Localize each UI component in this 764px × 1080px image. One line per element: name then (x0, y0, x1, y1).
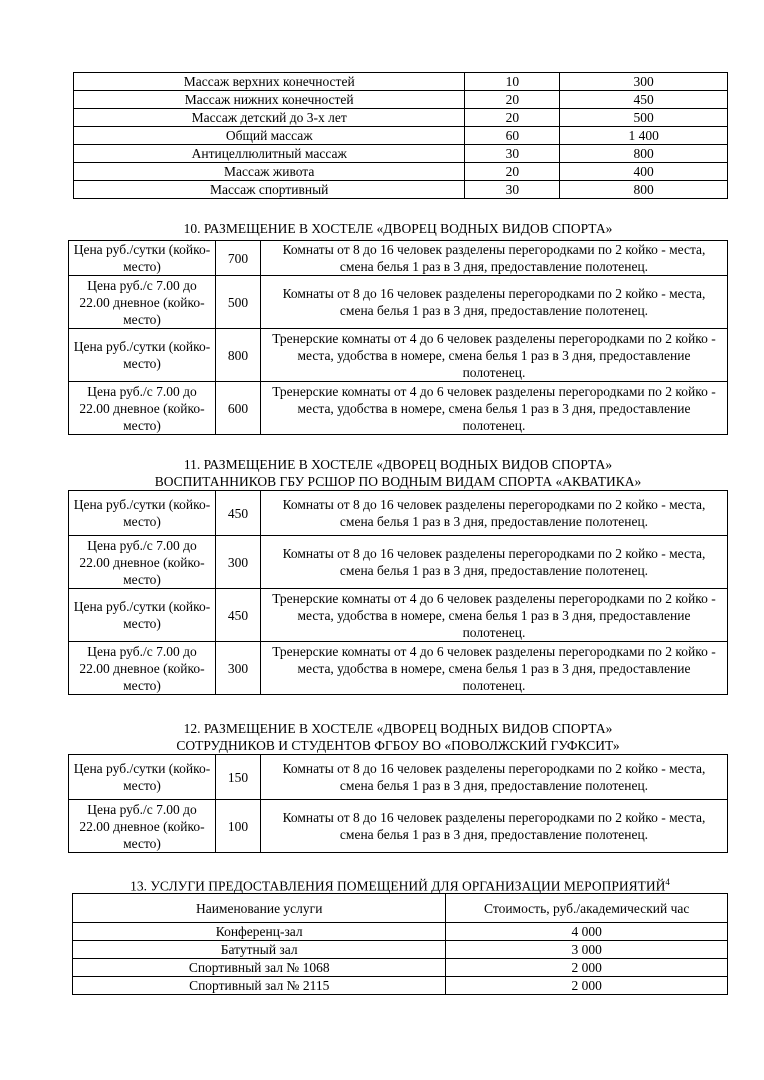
service-name: Массаж нижних конечностей (74, 91, 465, 109)
section-12-title-line2: СОТРУДНИКОВ И СТУДЕНТОВ ФГБОУ ВО «ПОВОЛЖСКИЙ ГУФКСИТ» (176, 738, 620, 753)
table-row (69, 276, 728, 329)
table-row (74, 163, 728, 181)
service-name: Массаж детский до 3-х лет (74, 109, 465, 127)
price-type: Цена руб./с 7.00 до 22.00 дневное (койко-место) (69, 276, 216, 329)
service-name: Массаж живота (74, 163, 465, 181)
duration: 20 (465, 91, 560, 109)
table-row (69, 755, 728, 800)
table-row (74, 181, 728, 199)
column-header-cost: Стоимость, руб./академический час (446, 894, 728, 923)
cost: 3 000 (446, 941, 728, 959)
price-type: Цена руб./с 7.00 до 22.00 дневное (койко-место) (69, 536, 216, 589)
table-row (69, 589, 728, 642)
section-12-title (68, 720, 728, 754)
service-name: Спортивный зал № 1068 (73, 959, 446, 977)
price-type: Цена руб./с 7.00 до 22.00 дневное (койко-место) (69, 642, 216, 695)
cost: 2 000 (446, 959, 728, 977)
table-row (73, 923, 728, 941)
price: 450 (216, 589, 261, 642)
description: Тренерские комнаты от 4 до 6 человек разделены перегородками по 2 койко - места, удобства в номере, смена белья 1 раз в 3 дня, предоставление полотенец. (261, 329, 728, 382)
description: Комнаты от 8 до 16 человек разделены перегородками по 2 койко - места, смена белья 1 раз в 3 дня, предоставление полотенец. (261, 755, 728, 800)
description: Тренерские комнаты от 4 до 6 человек разделены перегородками по 2 койко - места, удобства в номере, смена белья 1 раз в 3 дня, предоставление полотенец. (261, 382, 728, 435)
table-row (69, 241, 728, 276)
section-10-title: 10. РАЗМЕЩЕНИЕ В ХОСТЕЛЕ «ДВОРЕЦ ВОДНЫХ ВИДОВ СПОРТА» (183, 221, 613, 236)
price: 800 (560, 181, 728, 199)
description: Тренерские комнаты от 4 до 6 человек разделены перегородками по 2 койко - места, удобства в номере, смена белья 1 раз в 3 дня, предоставление полотенец. (261, 642, 728, 695)
price: 450 (560, 91, 728, 109)
price: 450 (216, 491, 261, 536)
table-row (69, 800, 728, 853)
service-name: Общий массаж (74, 127, 465, 145)
price: 500 (216, 276, 261, 329)
price: 400 (560, 163, 728, 181)
duration: 30 (465, 145, 560, 163)
service-name: Конференц-зал (73, 923, 446, 941)
table-row (69, 382, 728, 435)
price: 300 (560, 73, 728, 91)
section-13-title-text: 13. УСЛУГИ ПРЕДОСТАВЛЕНИЯ ПОМЕЩЕНИЙ ДЛЯ ОРГАНИЗАЦИИ МЕРОПРИЯТИЙ (130, 878, 666, 894)
table-row (69, 491, 728, 536)
price-type: Цена руб./сутки (койко-место) (69, 329, 216, 382)
duration: 10 (465, 73, 560, 91)
duration: 60 (465, 127, 560, 145)
section-11-title-line2: ВОСПИТАННИКОВ ГБУ РСШОР ПО ВОДНЫМ ВИДАМ СПОРТА «АКВАТИКА» (154, 474, 642, 489)
price: 100 (216, 800, 261, 853)
table-row (69, 642, 728, 695)
description: Комнаты от 8 до 16 человек разделены перегородками по 2 койко - места, смена белья 1 раз в 3 дня, предоставление полотенец. (261, 491, 728, 536)
service-name: Массаж верхних конечностей (74, 73, 465, 91)
column-header-service: Наименование услуги (73, 894, 446, 923)
price-type: Цена руб./сутки (койко-место) (69, 241, 216, 276)
section-11-title (68, 456, 728, 490)
footnote-marker: 4 (665, 877, 670, 887)
price: 800 (216, 329, 261, 382)
cost: 4 000 (446, 923, 728, 941)
description: Комнаты от 8 до 16 человек разделены перегородками по 2 койко - места, смена белья 1 раз в 3 дня, предоставление полотенец. (261, 241, 728, 276)
price: 600 (216, 382, 261, 435)
section-13-table (72, 893, 728, 995)
service-name: Антицеллюлитный массаж (74, 145, 465, 163)
table-row (69, 536, 728, 589)
section-12-table (68, 754, 728, 853)
service-name: Спортивный зал № 2115 (73, 977, 446, 995)
service-name: Батутный зал (73, 941, 446, 959)
price: 300 (216, 536, 261, 589)
price: 300 (216, 642, 261, 695)
price: 700 (216, 241, 261, 276)
table-row (74, 145, 728, 163)
duration: 30 (465, 181, 560, 199)
table-row (69, 329, 728, 382)
table-header-row (73, 894, 728, 923)
table-row (73, 959, 728, 977)
section-11-title-line1: 11. РАЗМЕЩЕНИЕ В ХОСТЕЛЕ «ДВОРЕЦ ВОДНЫХ ВИДОВ СПОРТА» (183, 457, 613, 472)
section-10-table (68, 240, 728, 435)
price-type: Цена руб./сутки (койко-место) (69, 755, 216, 800)
duration: 20 (465, 163, 560, 181)
description: Тренерские комнаты от 4 до 6 человек разделены перегородками по 2 койко - места, удобства в номере, смена белья 1 раз в 3 дня, предоставление полотенец. (261, 589, 728, 642)
duration: 20 (465, 109, 560, 127)
table-row (74, 109, 728, 127)
price: 800 (560, 145, 728, 163)
table-row (74, 91, 728, 109)
table-row (73, 941, 728, 959)
price: 1 400 (560, 127, 728, 145)
cost: 2 000 (446, 977, 728, 995)
table-row (73, 977, 728, 995)
description: Комнаты от 8 до 16 человек разделены перегородками по 2 койко - места, смена белья 1 раз в 3 дня, предоставление полотенец. (261, 800, 728, 853)
price-type: Цена руб./с 7.00 до 22.00 дневное (койко-место) (69, 382, 216, 435)
price-type: Цена руб./сутки (койко-место) (69, 589, 216, 642)
description: Комнаты от 8 до 16 человек разделены перегородками по 2 койко - места, смена белья 1 раз в 3 дня, предоставление полотенец. (261, 536, 728, 589)
section-13-title (72, 874, 728, 895)
description: Комнаты от 8 до 16 человек разделены перегородками по 2 койко - места, смена белья 1 раз в 3 дня, предоставление полотенец. (261, 276, 728, 329)
price: 500 (560, 109, 728, 127)
section-12-title-line1: 12. РАЗМЕЩЕНИЕ В ХОСТЕЛЕ «ДВОРЕЦ ВОДНЫХ ВИДОВ СПОРТА» (183, 721, 613, 736)
table-row (74, 127, 728, 145)
table-row (74, 73, 728, 91)
section-11-table (68, 490, 728, 695)
price: 150 (216, 755, 261, 800)
service-name: Массаж спортивный (74, 181, 465, 199)
massage-price-table (73, 72, 728, 199)
price-type: Цена руб./с 7.00 до 22.00 дневное (койко-место) (69, 800, 216, 853)
price-type: Цена руб./сутки (койко-место) (69, 491, 216, 536)
